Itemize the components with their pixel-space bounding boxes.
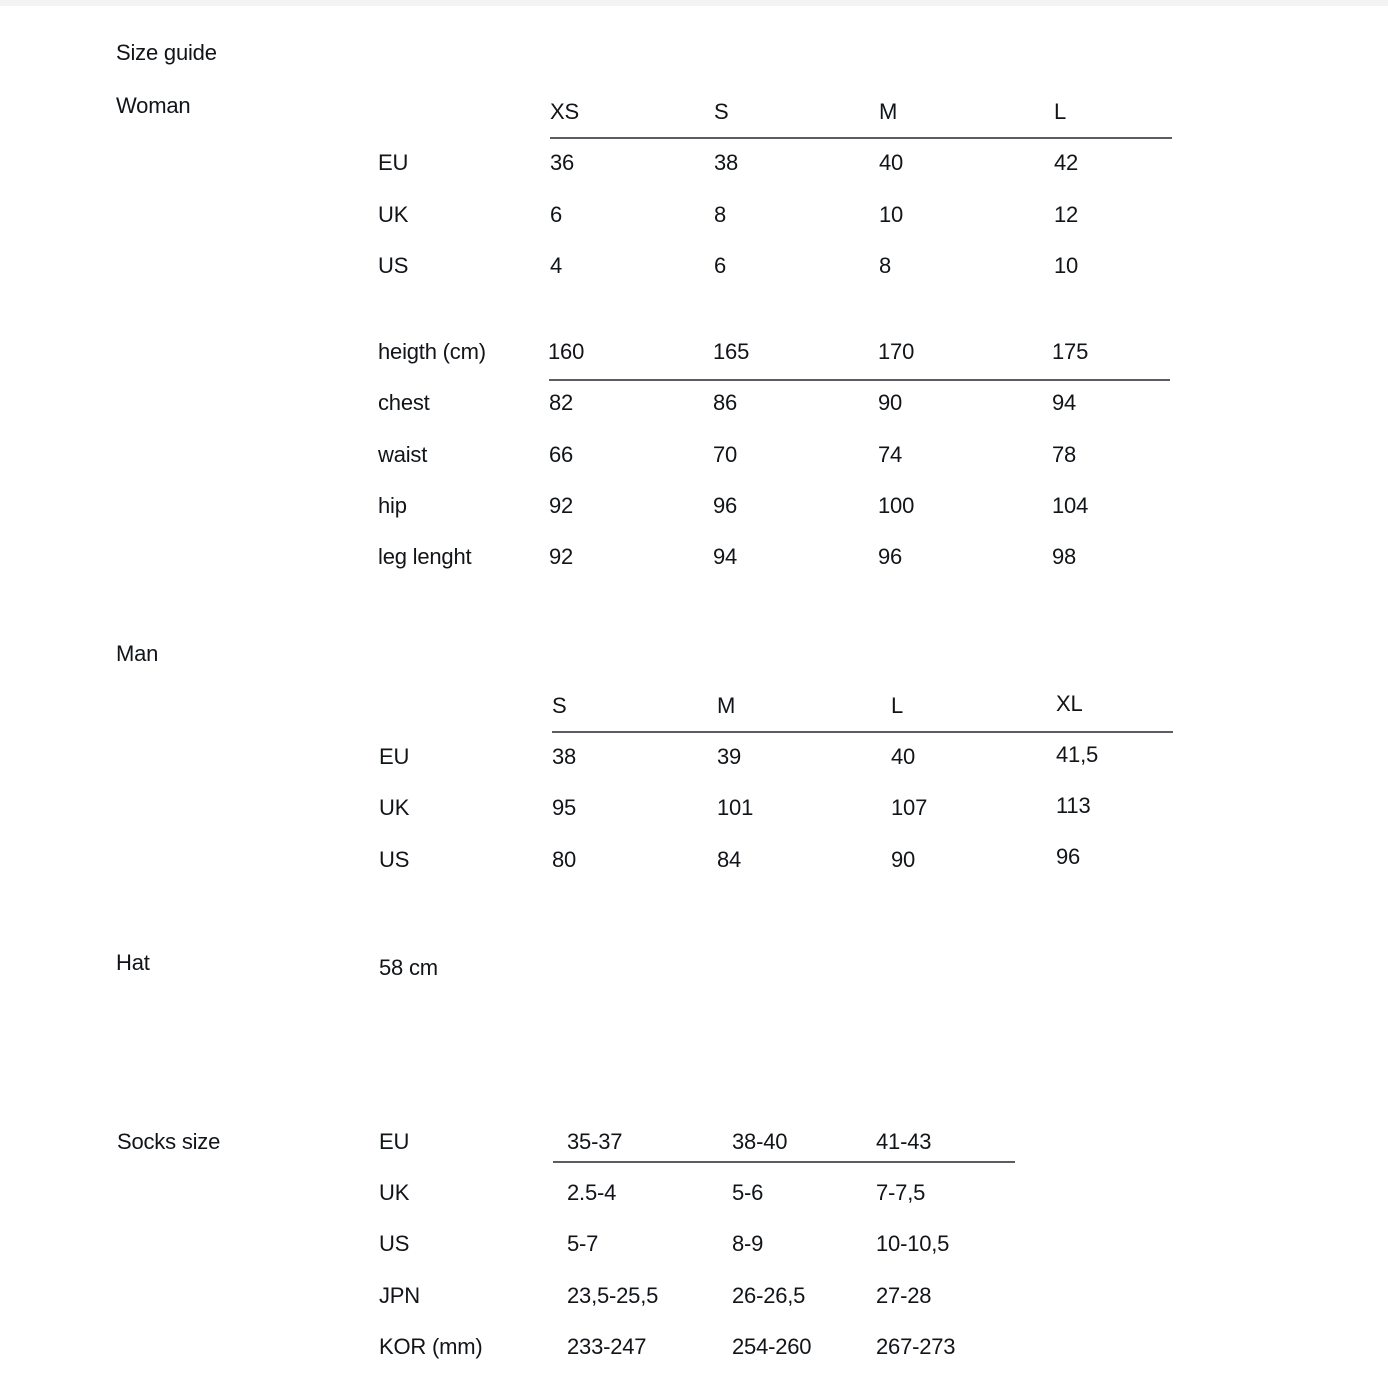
woman-heading: Woman (116, 93, 191, 118)
socks-divider (553, 1161, 1015, 1163)
table-cell: 41,5 (1056, 742, 1099, 767)
woman-size-xs: XS (550, 99, 579, 124)
table-cell: 66 (549, 442, 574, 467)
table-cell: 95 (552, 795, 577, 820)
hat-heading: Hat (116, 950, 150, 975)
table-cell: 80 (552, 847, 577, 872)
table-cell: 107 (891, 795, 928, 820)
table-cell: 98 (1052, 544, 1077, 569)
row-label: US (379, 847, 410, 872)
table-cell: 175 (1052, 339, 1089, 364)
woman-size-divider (550, 137, 1172, 139)
table-cell: 8 (879, 253, 892, 278)
table-cell: 233-247 (567, 1334, 647, 1359)
hat-size-value: 58 cm (379, 955, 438, 980)
row-label: JPN (379, 1283, 420, 1308)
woman-size-m: M (879, 99, 898, 124)
table-cell: 23,5-25,5 (567, 1283, 659, 1308)
table-cell: 90 (878, 390, 903, 415)
table-cell: 40 (891, 744, 916, 769)
table-cell: 5-6 (732, 1180, 764, 1205)
table-cell: 40 (879, 150, 904, 175)
table-cell: 12 (1054, 202, 1079, 227)
table-cell: 84 (717, 847, 742, 872)
table-cell: 38 (714, 150, 739, 175)
table-cell: 8-9 (732, 1231, 764, 1256)
top-border (0, 0, 1388, 6)
table-cell: 36 (550, 150, 575, 175)
table-cell: 96 (713, 493, 738, 518)
man-size-divider (552, 731, 1173, 733)
table-cell: 27-28 (876, 1283, 932, 1308)
table-cell: 74 (878, 442, 903, 467)
table-cell: 26-26,5 (732, 1283, 806, 1308)
man-size-s: S (552, 693, 567, 718)
woman-height-divider (549, 379, 1170, 381)
table-cell: 10 (879, 202, 904, 227)
table-cell: 38-40 (732, 1129, 788, 1154)
row-label: leg lenght (378, 544, 472, 569)
table-cell: 94 (713, 544, 738, 569)
table-cell: 4 (550, 253, 563, 278)
table-cell: 82 (549, 390, 574, 415)
table-cell: 78 (1052, 442, 1077, 467)
table-cell: 10-10,5 (876, 1231, 950, 1256)
table-cell: 70 (713, 442, 738, 467)
table-cell: 10 (1054, 253, 1079, 278)
row-label: US (378, 253, 409, 278)
row-label: waist (378, 442, 428, 467)
table-cell: 165 (713, 339, 750, 364)
table-cell: 8 (714, 202, 727, 227)
page-title: Size guide (116, 40, 217, 65)
row-label: EU (378, 150, 409, 175)
table-cell: 39 (717, 744, 742, 769)
table-cell: 92 (549, 544, 574, 569)
table-cell: 7-7,5 (876, 1180, 926, 1205)
man-heading: Man (116, 641, 159, 666)
table-cell: 86 (713, 390, 738, 415)
table-cell: 90 (891, 847, 916, 872)
table-cell: 2.5-4 (567, 1180, 617, 1205)
row-label: EU (379, 1129, 410, 1154)
row-label: KOR (mm) (379, 1334, 483, 1359)
table-cell: 92 (549, 493, 574, 518)
row-label: chest (378, 390, 430, 415)
row-label: UK (379, 795, 410, 820)
table-cell: 100 (878, 493, 915, 518)
table-cell: 113 (1056, 793, 1091, 818)
row-label: heigth (cm) (378, 339, 486, 364)
row-label: US (379, 1231, 410, 1256)
man-size-l: L (891, 693, 904, 718)
table-cell: 101 (717, 795, 754, 820)
table-cell: 170 (878, 339, 915, 364)
table-cell: 160 (548, 339, 585, 364)
socks-heading: Socks size (117, 1129, 221, 1154)
table-cell: 42 (1054, 150, 1079, 175)
table-cell: 6 (550, 202, 563, 227)
row-label: UK (378, 202, 409, 227)
table-cell: 96 (1056, 844, 1081, 869)
row-label: EU (379, 744, 410, 769)
table-cell: 267-273 (876, 1334, 956, 1359)
woman-size-s: S (714, 99, 729, 124)
table-cell: 5-7 (567, 1231, 599, 1256)
table-cell: 94 (1052, 390, 1077, 415)
table-cell: 254-260 (732, 1334, 812, 1359)
table-cell: 104 (1052, 493, 1089, 518)
table-cell: 35-37 (567, 1129, 623, 1154)
table-cell: 41-43 (876, 1129, 932, 1154)
table-cell: 6 (714, 253, 727, 278)
woman-size-l: L (1054, 99, 1067, 124)
table-cell: 38 (552, 744, 577, 769)
row-label: hip (378, 493, 407, 518)
row-label: UK (379, 1180, 410, 1205)
man-size-xl: XL (1056, 691, 1083, 716)
man-size-m: M (717, 693, 736, 718)
table-cell: 96 (878, 544, 903, 569)
